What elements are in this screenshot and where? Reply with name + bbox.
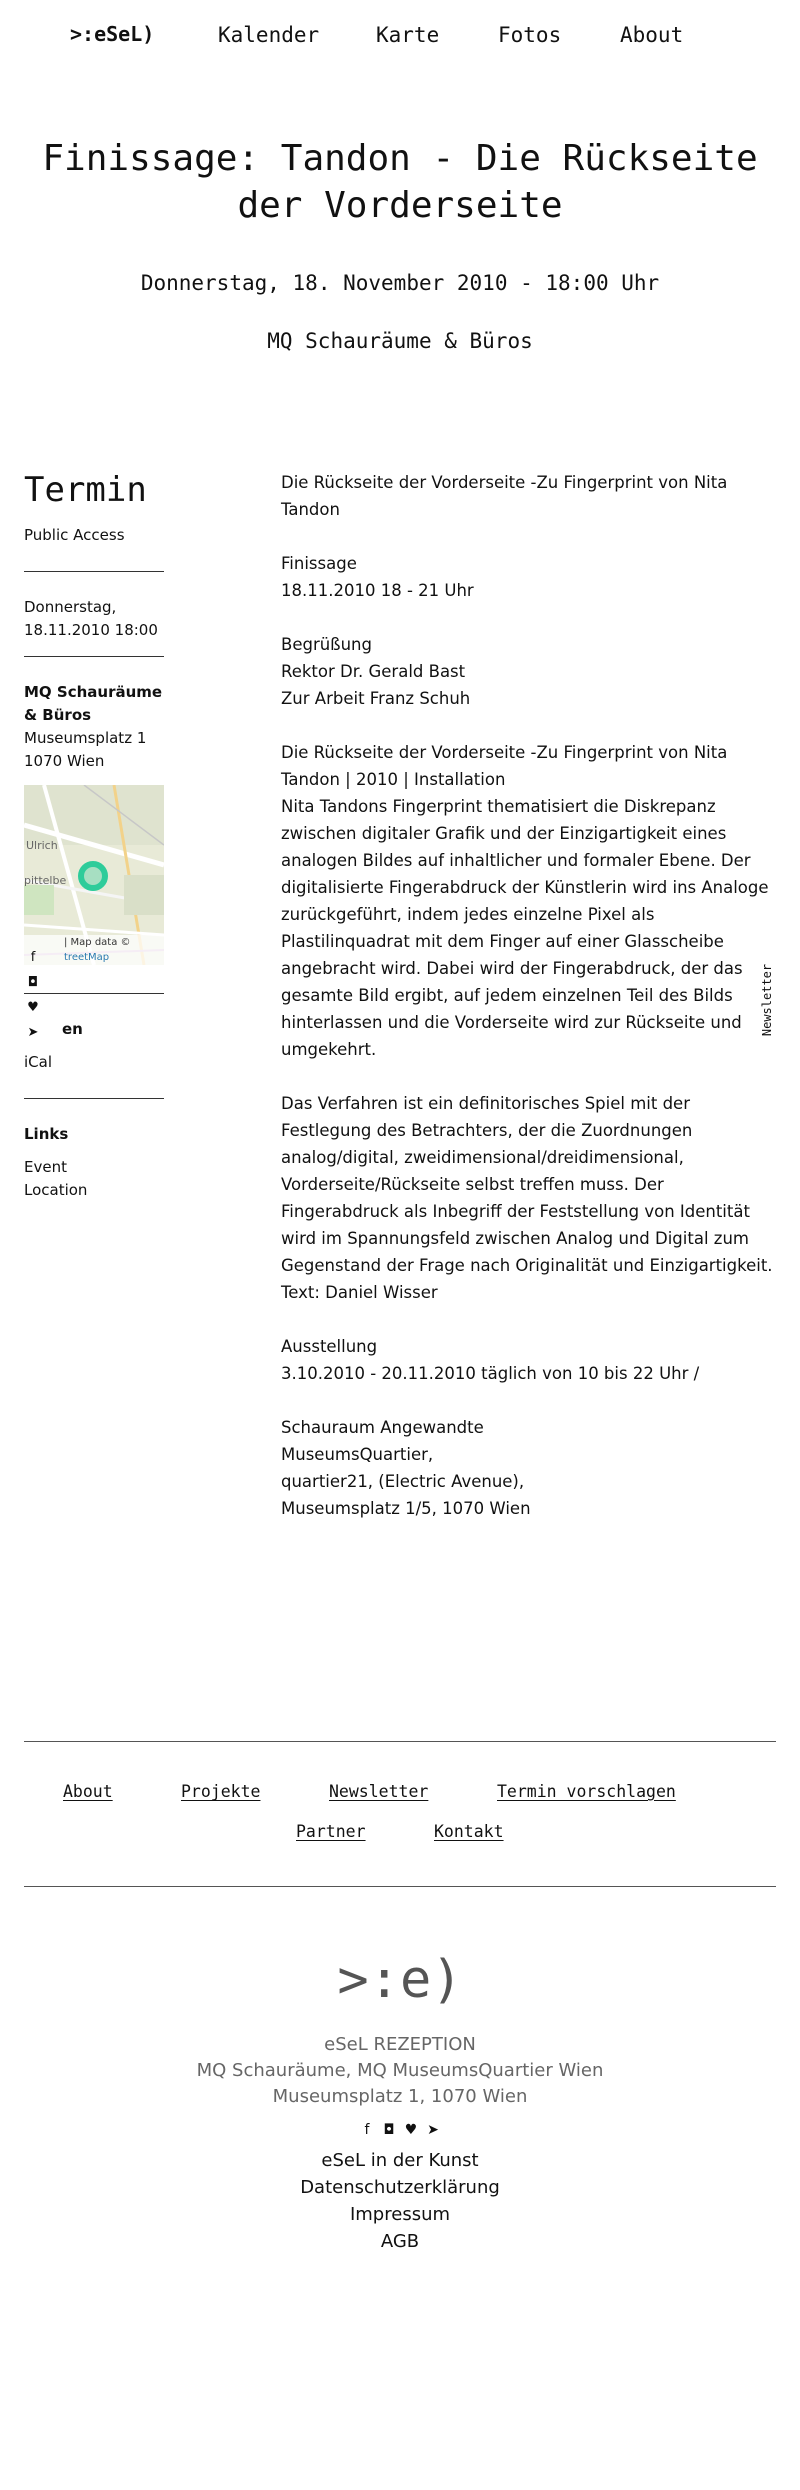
paragraph: Schauraum Angewandte MuseumsQuartier, quartier21, (Electric Avenue), Museumsplatz 1/5, 1070 Wien [281,1418,531,1518]
footer-address [0,2032,800,2110]
footer-legal-links [0,2147,800,2255]
address-line-2: 1070 Wien [24,752,105,770]
facebook-icon[interactable]: f [364,2122,370,2138]
footer-address-line: Museumsplatz 1, 1070 Wien [272,2086,528,2107]
location-map[interactable] [24,785,164,965]
date-line-2: 18.11.2010 18:00 [24,621,158,639]
footer-logo[interactable]: >:e) [337,1950,463,2010]
twitter-icon[interactable]: ♥ [27,1000,39,1015]
map-attribution-text: | Map data © [64,937,131,948]
ical-link[interactable]: iCal [24,1053,53,1071]
map-attribution-link[interactable]: treetMap [64,952,110,963]
footer-link-kontakt[interactable]: Kontakt [434,1822,504,1841]
event-description [281,469,781,1549]
address-line-1: Museumsplatz 1 [24,729,147,747]
footer-link-partner[interactable]: Partner [296,1822,366,1841]
facebook-icon[interactable]: f [30,950,36,965]
paragraph: Ausstellung 3.10.2010 - 20.11.2010 täglich von 10 bis 22 Uhr / [281,1337,700,1383]
map-label-district: pittelbe [24,874,67,887]
footer-link-about[interactable]: About [63,1782,113,1801]
footer-divider-top [24,1741,776,1742]
nav-karte[interactable]: Karte [376,23,440,47]
instagram-icon[interactable]: ◘ [383,2122,395,2138]
instagram-icon[interactable]: ◘ [27,975,39,990]
nav-about[interactable]: About [620,23,684,47]
map-marker[interactable] [78,861,108,891]
footer-link-datenschutz[interactable]: Datenschutzerklärung [300,2177,500,2198]
footer-link-esel-in-der-kunst[interactable]: eSeL in der Kunst [321,2150,479,2171]
event-link[interactable]: Event [24,1158,67,1176]
footer-link-projekte[interactable]: Projekte [181,1782,261,1801]
nav-fotos[interactable]: Fotos [498,23,562,47]
map-attribution [24,935,164,965]
paragraph: Die Rückseite der Vorderseite -Zu Fingerprint von Nita Tandon | 2010 | Installation Nita Tandons Fingerprint thematisiert die Diskrepanz zwischen digitaler Grafik und der Einzigartigkeit eines analogen Bildes auf inhaltlicher und formaler Ebene. Der digitalisierte Fingerabdruck der Künstlerin wird ins Analoge zurückgeführt, indem jedes einzelne Pixel als Plastilinquadrat mit dem Finger auf einer Glasscheibe angebracht wird. Dabei wird der Fingerabdruck, der das gesamte Bild ergibt, auf jedem einzelnen Teil des Bilds hinterlassen und die Vorderseite wird zur Rückseite und umgekehrt. [281,743,769,1059]
paragraph: Das Verfahren ist ein definitorisches Spiel mit der Festlegung des Betrachters, der die Zuordnungen analog/digital, zweidimensional/dreidimensional, Vorderseite/Rückseite selbst treffen muss. Der Fingerabdruck als Inbegriff der Feststellung von Identität wird im Spannungsfeld zwischen Analog und Digital zum Gegenstand der Frage nach Originalität und Einzigartigkeit. Text: Daniel Wisser [281,1094,773,1302]
date-line-1: Donnerstag, [24,598,117,616]
share-icons [24,950,42,1050]
paragraph: Finissage 18.11.2010 18 - 21 Uhr [281,554,474,600]
paragraph: Die Rückseite der Vorderseite -Zu Fingerprint von Nita Tandon [281,473,728,519]
footer-social-icons [0,2122,800,2138]
footer-link-newsletter[interactable]: Newsletter [329,1782,429,1801]
telegram-icon[interactable]: ➤ [427,2122,439,2138]
event-venue: MQ Schauräume & Büros [267,329,533,353]
event-sidebar [24,470,164,1202]
site-logo[interactable]: >:eSeL) [70,22,155,46]
event-title: Finissage: Tandon - Die Rückseite der Vorderseite [42,138,758,226]
paragraph: Begrüßung Rektor Dr. Gerald Bast Zur Arbeit Franz Schuh [281,635,471,708]
footer-link-impressum[interactable]: Impressum [349,2204,451,2225]
top-navigation [0,22,800,52]
location-link[interactable]: Location [24,1181,88,1199]
nav-kalender[interactable]: Kalender [218,23,320,47]
event-date: Donnerstag, 18. November 2010 - 18:00 Uhr [140,271,660,295]
footer-address-line: MQ Schauräume, MQ MuseumsQuartier Wien [196,2060,604,2081]
footer-link-termin-vorschlagen[interactable]: Termin vorschlagen [497,1782,676,1801]
sidebar-heading: Termin [24,470,147,510]
links-heading: Links [24,1125,69,1143]
map-label-street: Ulrich [26,839,58,852]
footer-divider-bottom [24,1886,776,1887]
venue-name-line-2[interactable]: & Büros [24,706,92,724]
venue-name-line-1[interactable]: MQ Schauräume [24,683,163,701]
newsletter-tab[interactable]: Newsletter [760,963,774,1037]
twitter-icon[interactable]: ♥ [404,2122,418,2138]
telegram-icon[interactable]: ➤ [27,1025,39,1040]
footer-address-line: eSeL REZEPTION [324,2034,476,2055]
export-heading: en [62,1020,83,1038]
access-label: Public Access [24,526,125,544]
footer-link-agb[interactable]: AGB [380,2231,420,2252]
